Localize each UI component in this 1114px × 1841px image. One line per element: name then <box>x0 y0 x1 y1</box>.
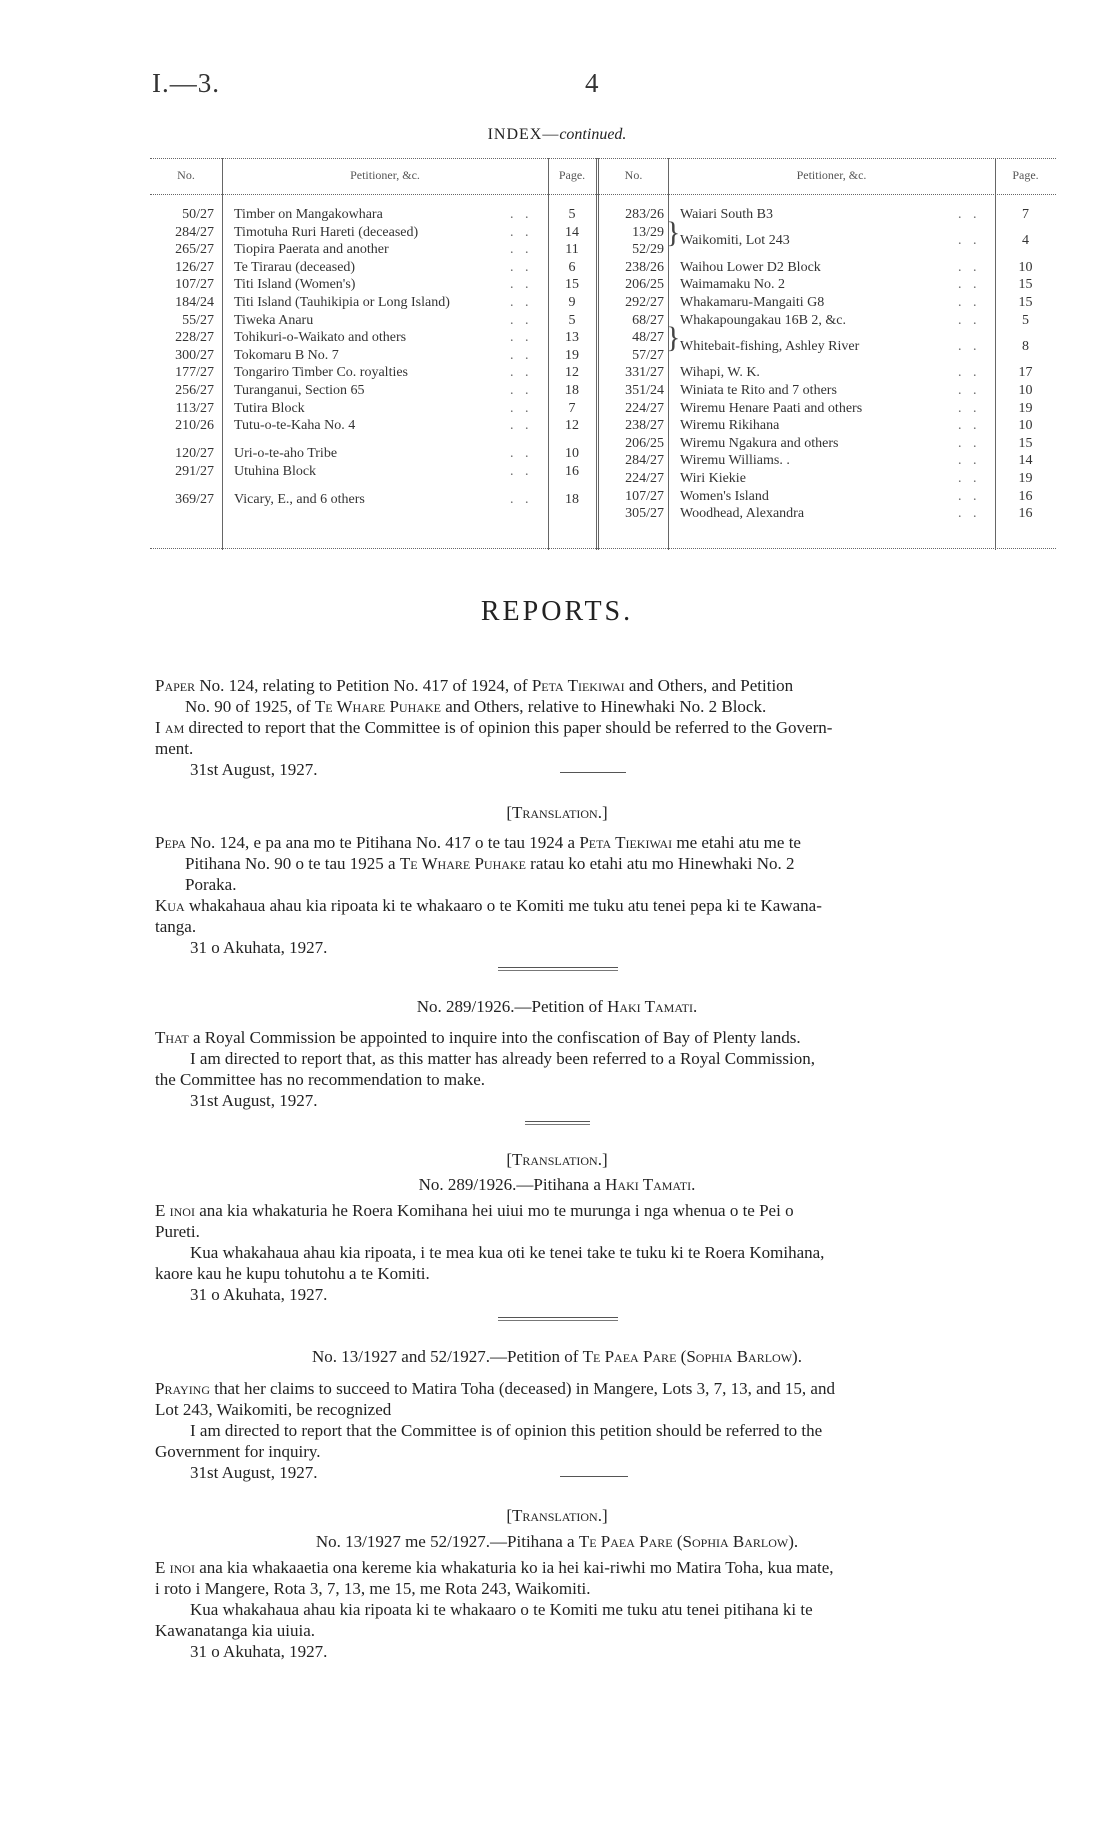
table-row <box>150 435 1056 453</box>
petition-number: 50/27 <box>182 207 214 222</box>
petitioner-name: Tutu-o-te-Kaha No. 4 <box>234 418 356 434</box>
text-line <box>185 696 766 717</box>
text-line <box>155 1200 794 1221</box>
text-span: Kua <box>155 896 185 915</box>
text-span: Peta Tiekiwai <box>531 676 625 695</box>
page-ref: 7 <box>1022 207 1029 222</box>
page-ref: 10 <box>1018 383 1033 398</box>
text-span: No. 124, e pa ana mo te Pitihana No. 417 o te tau 1924 a <box>186 833 580 852</box>
leader-dots: . . <box>510 207 533 222</box>
page-ref: 19 <box>1018 471 1033 486</box>
text-span: a Royal Commission be appointed to inquire into the confiscation of Bay of Plenty lands. <box>188 1028 801 1047</box>
page-ref: 18 <box>565 492 579 508</box>
table-row <box>150 382 1056 400</box>
index-title-text: INDEX— <box>487 126 560 143</box>
leader-dots: . . <box>510 347 533 363</box>
petitioner-name: Wihapi, W. K. <box>680 365 760 381</box>
leader-dots: . . <box>958 435 981 451</box>
petitioner-name: Tiweka Anaru <box>234 312 314 328</box>
petition-number: 48/27 <box>632 330 664 346</box>
page-ref: 15 <box>1018 295 1033 310</box>
page-ref: 19 <box>1018 400 1033 416</box>
index-title-continued: continued. <box>559 126 627 143</box>
petition-number: 224/27 <box>625 471 664 486</box>
header-page-left: Page. <box>558 168 586 182</box>
page-ref: 16 <box>1018 488 1033 504</box>
leader-dots: . . <box>510 400 533 416</box>
text-span: Sophia Barlow <box>686 1347 793 1366</box>
section-heading <box>0 996 1114 1017</box>
petition-number: 300/27 <box>175 347 214 363</box>
petition-number: 206/25 <box>625 277 664 293</box>
petition-number: 369/27 <box>175 492 214 508</box>
text-span: No. 124, relating to Petition No. 417 of 1924, of <box>195 676 532 695</box>
page-ref: 10 <box>1018 259 1033 275</box>
petition-number: 177/27 <box>175 365 214 381</box>
text-line <box>155 717 832 738</box>
petitioner-name: Te Tirarau (deceased) <box>234 259 356 275</box>
text-span: Peta Tiekiwai <box>579 833 673 852</box>
page-ref: 14 <box>1018 453 1033 469</box>
report-date: 31st August, 1927. <box>190 1091 318 1110</box>
header-petitioner-right: Petitioner, &c. <box>796 168 867 182</box>
petitioner-name: Turanganui, Section 65 <box>234 383 365 398</box>
text-line: i roto i Mangere, Rota 3, 7, 13, me 15, me Rota 243, Waikomiti. <box>155 1579 591 1598</box>
text-span: and Others, relative to Hinewhaki No. 2 Block. <box>440 697 767 716</box>
petition-number: 107/27 <box>175 277 214 293</box>
petitioner-name: Wiremu Rikihana <box>680 418 780 434</box>
page-ref: 10 <box>1018 418 1033 434</box>
petition-number: 291/27 <box>175 463 214 479</box>
page-ref: 12 <box>565 418 579 434</box>
text-span: I am <box>155 718 185 737</box>
leader-dots: . . <box>510 277 533 293</box>
section-double-rule <box>498 967 618 968</box>
petition-number: 224/27 <box>625 400 664 416</box>
petitioner-name: Wiremu Henare Paati and others <box>680 400 863 416</box>
text-span: Paper <box>155 676 196 695</box>
text-span: [Translation.] <box>506 1506 608 1525</box>
text-span: and Others, and Petition <box>624 676 794 695</box>
header-no-left: No. <box>177 168 195 182</box>
petition-number: 57/27 <box>632 347 664 363</box>
petitioner-name: Waiari South B3 <box>680 207 773 222</box>
table-row <box>150 312 1056 330</box>
text-span: Haki Tamati. <box>605 1175 696 1194</box>
text-line: Government for inquiry. <box>155 1442 321 1461</box>
table-row <box>150 364 1056 382</box>
petitioner-name: Whitebait-fishing, Ashley River <box>680 338 860 354</box>
text-span: ( <box>672 1532 683 1551</box>
petitioner-name: Tohikuri-o-Waikato and others <box>234 330 407 346</box>
page-ref: 14 <box>565 224 579 240</box>
leader-dots: . . <box>510 295 533 310</box>
petitioner-name: Waihou Lower D2 Block <box>680 259 821 275</box>
text-line <box>155 675 793 696</box>
petitioner-name: Whakamaru-Mangaiti G8 <box>680 295 825 310</box>
petition-number: 283/26 <box>625 207 664 222</box>
petition-number: 265/27 <box>175 242 214 258</box>
report-date: 31st August, 1927. <box>190 760 318 779</box>
table-row <box>150 470 1056 488</box>
text-line: Kua whakahaua ahau kia ripoata, i te mea kua oti ke tenei take te tuku ki te Roera Komihana, <box>190 1243 825 1262</box>
petition-number: 284/27 <box>175 224 214 240</box>
text-span: No. 289/1926.—Petition of <box>416 997 608 1016</box>
text-span: ). <box>788 1532 799 1551</box>
leader-dots: . . <box>510 330 533 346</box>
text-span: Pepa <box>155 833 187 852</box>
text-span: [Translation.] <box>506 803 608 822</box>
text-span: ana kia whakaturia he Roera Komihana hei uiui mo te murunga i nga whenua o te Pei o <box>194 1201 794 1220</box>
page-ref: 6 <box>568 259 576 275</box>
petition-number: 331/27 <box>625 365 664 381</box>
table-row <box>150 400 1056 418</box>
petition-number: 107/27 <box>625 488 664 504</box>
translation-heading <box>0 1149 1114 1170</box>
index-table <box>150 158 1056 548</box>
leader-dots: . . <box>958 453 981 469</box>
text-span: Te Paea Pare <box>582 1347 677 1366</box>
petition-number: 351/24 <box>625 383 664 398</box>
petitioner-name: Tokomaru B No. 7 <box>234 347 339 363</box>
text-span: Haki Tamati. <box>607 997 698 1016</box>
text-line <box>155 895 822 916</box>
section-heading <box>0 1346 1114 1367</box>
petition-number: 184/24 <box>175 295 214 310</box>
document-reference: I.—3. <box>152 68 220 98</box>
petition-number: 120/27 <box>175 446 214 462</box>
text-span: No. 13/1927 and 52/1927.—Petition of <box>312 1347 583 1366</box>
text-line <box>155 1557 834 1578</box>
petition-number: 206/25 <box>625 435 664 451</box>
petitioner-name: Winiata te Rito and 7 others <box>680 383 837 398</box>
leader-dots: . . <box>510 492 533 508</box>
text-span: me etahi atu me te <box>672 833 801 852</box>
table-row <box>150 452 1056 470</box>
leader-dots: . . <box>510 365 533 381</box>
petition-number: 126/27 <box>175 259 214 275</box>
report-date: 31st August, 1927. <box>190 1463 318 1482</box>
leader-dots: . . <box>510 463 533 479</box>
page-ref: 19 <box>565 347 579 363</box>
leader-dots: . . <box>510 446 533 462</box>
page-ref: 4 <box>1022 233 1029 249</box>
leader-dots: . . <box>958 365 981 381</box>
text-span: No. 90 of 1925, of <box>185 697 315 716</box>
page-ref: 5 <box>568 207 576 222</box>
text-span: E inoi <box>155 1558 195 1577</box>
page-ref: 16 <box>565 463 579 479</box>
text-span: Te Whare Puhake <box>314 697 441 716</box>
text-line: I am directed to report that the Committee is of opinion this petition should be referred to the <box>190 1421 823 1440</box>
petitioner-name: Waikomiti, Lot 243 <box>680 233 790 249</box>
leader-dots: . . <box>510 418 533 434</box>
leader-dots: . . <box>958 400 981 416</box>
table-row <box>150 206 1056 224</box>
petition-number: 52/29 <box>632 242 664 258</box>
text-line <box>155 1378 835 1399</box>
page-number: 4 <box>585 68 599 98</box>
leader-dots: . . <box>958 277 981 293</box>
leader-dots: . . <box>958 233 981 249</box>
petitioner-name: Wiri Kiekie <box>680 471 746 486</box>
text-span: whakahaua ahau kia ripoata ki te whakaaro o te Komiti me tuku atu tenei pepa ki te Kawana- <box>184 896 822 915</box>
page-ref: 13 <box>565 330 579 346</box>
report-date: 31 o Akuhata, 1927. <box>190 1642 328 1661</box>
text-span: that her claims to succeed to Matira Toha (deceased) in Mangere, Lots 3, 7, 13, and 15, and <box>210 1379 835 1398</box>
text-span: ). <box>792 1347 802 1366</box>
page-ref: 11 <box>565 242 579 258</box>
text-span: That <box>155 1028 189 1047</box>
text-line: Lot 243, Waikomiti, be recognized <box>155 1400 392 1419</box>
text-line: ment. <box>155 739 194 758</box>
page-ref: 15 <box>1018 435 1033 451</box>
leader-dots: . . <box>958 506 981 522</box>
text-span: Te Whare Puhake <box>399 854 526 873</box>
petition-number: 228/27 <box>175 330 214 346</box>
text-line: I am directed to report that, as this matter has already been referred to a Royal Commission, <box>190 1049 816 1068</box>
index-title <box>0 126 1114 144</box>
text-line: tanga. <box>155 917 197 936</box>
petitioner-name: Timotuha Ruri Hareti (deceased) <box>234 224 419 240</box>
leader-dots: . . <box>958 418 981 434</box>
text-span: [Translation.] <box>506 1150 608 1169</box>
table-header-rule <box>150 194 1056 195</box>
petition-number: 238/27 <box>625 418 664 434</box>
text-line <box>185 853 795 874</box>
petitioner-name: Tongariro Timber Co. royalties <box>234 365 409 381</box>
petition-number: 13/29 <box>632 224 664 240</box>
table-row <box>150 259 1056 277</box>
translation-heading <box>0 802 1114 823</box>
header-no-right: No. <box>624 168 643 182</box>
reports-title: REPORTS. <box>480 596 634 627</box>
petitioner-name: Woodhead, Alexandra <box>680 506 805 522</box>
text-line <box>155 1027 801 1048</box>
report-date: 31 o Akuhata, 1927. <box>190 938 328 957</box>
text-span: No. 289/1926.—Pitihana a <box>418 1175 606 1194</box>
petitioner-name: Timber on Mangakowhara <box>234 207 383 222</box>
brace-glyph: } <box>666 215 681 249</box>
text-span: E inoi <box>155 1201 195 1220</box>
section-double-rule <box>498 1317 618 1318</box>
page-ref: 12 <box>565 365 579 381</box>
petitioner-name: Utuhina Block <box>234 463 317 479</box>
leader-dots: . . <box>510 312 533 328</box>
petitioner-name: Wiremu Ngakura and others <box>680 435 839 451</box>
page-ref: 8 <box>1022 338 1029 354</box>
petitioner-name: Women's Island <box>680 488 769 504</box>
page-ref: 17 <box>1018 365 1033 381</box>
table-bottom-rule <box>150 548 1056 549</box>
text-line: Kua whakahaua ahau kia ripoata ki te whakaaro o te Komiti me tuku atu tenei pitihana ki te <box>190 1600 813 1619</box>
page-ref: 7 <box>568 400 576 416</box>
text-line: Kawanatanga kia uiuia. <box>155 1621 316 1640</box>
petition-number: 284/27 <box>625 453 664 469</box>
petitioner-name: Whakapoungakau 16B 2, &c. <box>680 312 847 328</box>
page-ref: 18 <box>565 383 579 398</box>
text-span: directed to report that the Committee is of opinion this paper should be referred to the Govern- <box>184 718 833 737</box>
petition-number: 55/27 <box>182 312 214 328</box>
section-rule <box>560 1476 628 1477</box>
header-page-right: Page. <box>1012 168 1039 182</box>
leader-dots: . . <box>958 471 981 486</box>
leader-dots: . . <box>958 383 981 398</box>
leader-dots: . . <box>510 383 533 398</box>
leader-dots: . . <box>958 338 981 354</box>
text-span: No. 13/1927 me 52/1927.—Pitihana a <box>315 1532 579 1551</box>
table-row <box>150 505 1056 523</box>
translation-heading <box>0 1505 1114 1526</box>
petition-number: 238/26 <box>625 259 664 275</box>
text-line <box>155 832 801 853</box>
translation-subheading <box>0 1174 1114 1195</box>
page-ref: 5 <box>568 312 576 328</box>
text-line: kaore kau he kupu tohutohu a te Komiti. <box>155 1264 430 1283</box>
text-line: Poraka. <box>185 875 237 894</box>
text-span: Sophia Barlow <box>682 1532 789 1551</box>
text-span: Praying <box>155 1379 211 1398</box>
table-row <box>150 294 1056 312</box>
brace-glyph: } <box>666 321 681 355</box>
text-span: Te Paea Pare <box>578 1532 673 1551</box>
translation-subheading <box>0 1531 1114 1552</box>
petitioner-name: Wiremu Williams. . <box>680 453 790 469</box>
text-span: ana kia whakaaetia ona kereme kia whakaturia ko ia hei kai-riwhi mo Matira Toha, kua mate, <box>194 1558 834 1577</box>
leader-dots: . . <box>510 259 533 275</box>
header-petitioner-left: Petitioner, &c. <box>350 168 420 182</box>
table-row <box>150 215 1056 259</box>
text-span: ( <box>676 1347 687 1366</box>
petition-number: 210/26 <box>175 418 214 434</box>
petitioner-name: Titi Island (Women's) <box>234 277 356 293</box>
page-ref: 10 <box>565 446 579 462</box>
report-date: 31 o Akuhata, 1927. <box>190 1285 328 1304</box>
text-line: Pureti. <box>155 1222 200 1241</box>
petition-number: 292/27 <box>625 295 664 310</box>
text-line: the Committee has no recommendation to make. <box>155 1070 485 1089</box>
petitioner-name: Waimamaku No. 2 <box>680 277 786 293</box>
page-ref: 9 <box>568 295 576 310</box>
table-row <box>150 488 1056 506</box>
table-row <box>150 276 1056 294</box>
text-span: Pitihana No. 90 o te tau 1925 a <box>185 854 400 873</box>
petitioner-name: Tutira Block <box>234 400 305 416</box>
page-ref: 16 <box>1018 506 1033 522</box>
petitioner-name: Uri-o-te-aho Tribe <box>234 446 338 462</box>
table-top-rule <box>150 158 1056 159</box>
page-ref: 15 <box>1018 277 1033 293</box>
leader-dots: . . <box>510 242 533 258</box>
text-span: ratau ko etahi atu mo Hinewhaki No. 2 <box>525 854 795 873</box>
section-rule <box>560 772 626 773</box>
leader-dots: . . <box>958 295 981 310</box>
petition-number: 68/27 <box>632 312 664 328</box>
table-row <box>150 321 1056 364</box>
page-ref: 15 <box>565 277 579 293</box>
leader-dots: . . <box>958 259 981 275</box>
page-ref: 5 <box>1022 312 1029 328</box>
leader-dots: . . <box>958 312 981 328</box>
petitioner-name: Titi Island (Tauhikipia or Long Island) <box>234 295 450 310</box>
petition-number: 305/27 <box>625 506 664 522</box>
petitioner-name: Tiopira Paerata and another <box>234 242 389 258</box>
leader-dots: . . <box>958 207 981 222</box>
leader-dots: . . <box>510 224 533 240</box>
petitioner-name: Vicary, E., and 6 others <box>234 492 365 508</box>
section-double-rule <box>525 1121 590 1122</box>
leader-dots: . . <box>958 488 981 504</box>
petition-number: 256/27 <box>175 383 214 398</box>
petition-number: 113/27 <box>175 400 214 416</box>
